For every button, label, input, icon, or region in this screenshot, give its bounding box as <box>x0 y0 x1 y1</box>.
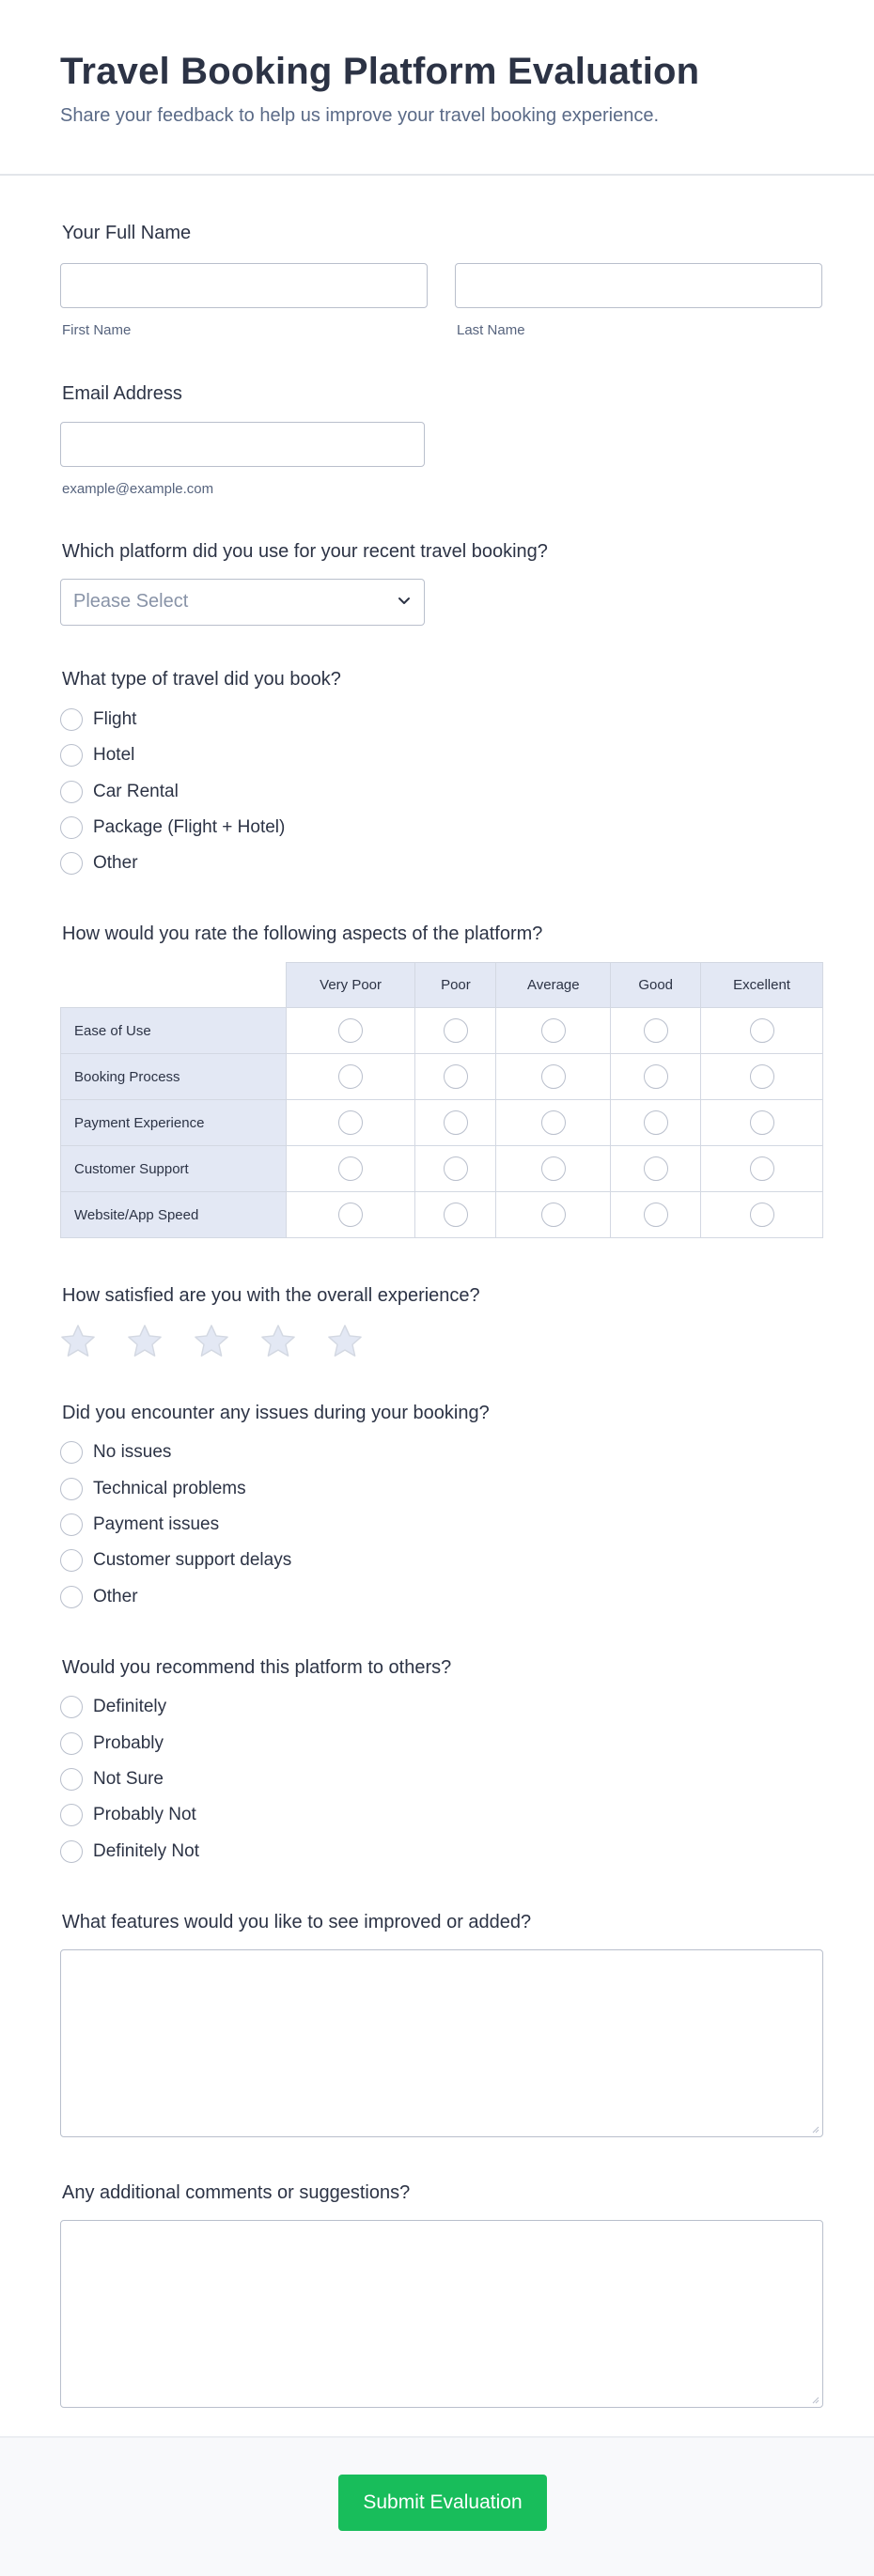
issues-option[interactable] <box>60 1475 246 1503</box>
email-sublabel: example@example.com <box>62 481 214 497</box>
resize-grip-icon[interactable] <box>810 2124 819 2134</box>
matrix-cell[interactable] <box>415 1192 496 1238</box>
matrix-column-header: Excellent <box>701 963 823 1008</box>
matrix-cell[interactable] <box>496 1008 611 1054</box>
recommend-label: Would you recommend this platform to others? <box>62 1657 452 1678</box>
radio-button[interactable] <box>444 1156 468 1181</box>
radio-button[interactable] <box>541 1018 566 1043</box>
matrix-cell[interactable] <box>701 1054 823 1100</box>
radio-button[interactable] <box>444 1064 468 1089</box>
star-icon[interactable] <box>260 1324 296 1359</box>
rating-matrix <box>60 962 823 1238</box>
radio-button[interactable] <box>750 1203 774 1227</box>
matrix-cell[interactable] <box>701 1146 823 1192</box>
option-label: Definitely Not <box>93 1841 199 1861</box>
option-label: Customer support delays <box>93 1550 292 1570</box>
radio-button[interactable] <box>60 1441 83 1464</box>
matrix-cell[interactable] <box>496 1054 611 1100</box>
radio-button[interactable] <box>444 1203 468 1227</box>
matrix-cell[interactable] <box>611 1054 701 1100</box>
satisfaction-label: How satisfied are you with the overall experience? <box>62 1285 480 1306</box>
radio-button[interactable] <box>338 1110 363 1135</box>
radio-button[interactable] <box>750 1064 774 1089</box>
matrix-cell[interactable] <box>496 1146 611 1192</box>
issues-label: Did you encounter any issues during your booking? <box>62 1403 490 1423</box>
option-label: Car Rental <box>93 782 179 801</box>
option-label: Payment issues <box>93 1514 220 1534</box>
matrix-cell[interactable] <box>611 1008 701 1054</box>
radio-button[interactable] <box>541 1156 566 1181</box>
radio-button[interactable] <box>644 1064 668 1089</box>
comments-textarea[interactable] <box>60 2220 823 2408</box>
matrix-column-header: Average <box>496 963 611 1008</box>
radio-button[interactable] <box>60 1513 83 1536</box>
matrix-cell[interactable] <box>286 1054 415 1100</box>
radio-button[interactable] <box>60 1586 83 1608</box>
chevron-down-icon <box>396 593 413 610</box>
option-label: Definitely <box>93 1697 167 1716</box>
form-subtitle: Share your feedback to help us improve your travel booking experience. <box>60 105 660 126</box>
email-label: Email Address <box>62 383 182 404</box>
first-name-input[interactable] <box>60 263 428 308</box>
star-rating <box>60 1324 363 1359</box>
matrix-row-header: Website/App Speed <box>61 1192 287 1238</box>
radio-button[interactable] <box>60 1768 83 1791</box>
radio-button[interactable] <box>541 1110 566 1135</box>
last-name-sublabel: Last Name <box>457 322 525 338</box>
recommend-option[interactable] <box>60 1801 196 1829</box>
travel-type-option[interactable] <box>60 849 138 877</box>
matrix-row <box>61 1100 823 1146</box>
first-name-sublabel: First Name <box>62 322 132 338</box>
radio-button[interactable] <box>60 1804 83 1826</box>
platform-label: Which platform did you use for your recent travel booking? <box>62 541 548 562</box>
matrix-cell[interactable] <box>415 1146 496 1192</box>
platform-select-placeholder: Please Select <box>73 591 189 612</box>
option-label: Package (Flight + Hotel) <box>93 817 286 837</box>
matrix-cell[interactable] <box>286 1008 415 1054</box>
star-icon[interactable] <box>194 1324 229 1359</box>
radio-button[interactable] <box>644 1203 668 1227</box>
matrix-cell[interactable] <box>415 1100 496 1146</box>
radio-button[interactable] <box>750 1110 774 1135</box>
email-input[interactable] <box>60 422 425 467</box>
issues-option[interactable] <box>60 1511 219 1539</box>
radio-button[interactable] <box>338 1064 363 1089</box>
recommend-option[interactable] <box>60 1693 166 1721</box>
option-label: Other <box>93 1587 138 1606</box>
star-icon[interactable] <box>60 1324 96 1359</box>
radio-button[interactable] <box>60 744 83 767</box>
radio-button[interactable] <box>60 781 83 803</box>
matrix-row <box>61 1054 823 1100</box>
travel-type-option[interactable] <box>60 741 134 769</box>
radio-button[interactable] <box>338 1018 363 1043</box>
radio-button[interactable] <box>541 1203 566 1227</box>
radio-button[interactable] <box>444 1018 468 1043</box>
matrix-column-header: Very Poor <box>286 963 415 1008</box>
radio-button[interactable] <box>444 1110 468 1135</box>
option-label: Not Sure <box>93 1769 164 1789</box>
radio-button[interactable] <box>60 1478 83 1500</box>
radio-button[interactable] <box>60 1549 83 1572</box>
recommend-option[interactable] <box>60 1730 164 1758</box>
matrix-cell[interactable] <box>415 1008 496 1054</box>
matrix-column-header: Good <box>611 963 701 1008</box>
matrix-row-header: Ease of Use <box>61 1008 287 1054</box>
star-icon[interactable] <box>127 1324 163 1359</box>
matrix-row <box>61 1192 823 1238</box>
radio-button[interactable] <box>644 1110 668 1135</box>
radio-button[interactable] <box>750 1018 774 1043</box>
features-label: What features would you like to see improved or added? <box>62 1912 532 1932</box>
form-header <box>0 0 874 176</box>
matrix-row-header: Booking Process <box>61 1054 287 1100</box>
option-label: Probably Not <box>93 1805 196 1824</box>
radio-button[interactable] <box>750 1156 774 1181</box>
resize-grip-icon[interactable] <box>810 2395 819 2404</box>
option-label: No issues <box>93 1442 172 1462</box>
matrix-cell[interactable] <box>496 1100 611 1146</box>
travel-type-option[interactable] <box>60 814 285 842</box>
form-title: Travel Booking Platform Evaluation <box>60 51 700 92</box>
radio-button[interactable] <box>60 1840 83 1863</box>
radio-button[interactable] <box>541 1064 566 1089</box>
radio-button[interactable] <box>644 1018 668 1043</box>
rating-matrix-label: How would you rate the following aspects of the platform? <box>62 923 543 944</box>
travel-type-option[interactable] <box>60 778 179 806</box>
form-footer <box>0 2436 874 2576</box>
option-label: Flight <box>93 709 137 729</box>
radio-button[interactable] <box>338 1203 363 1227</box>
matrix-cell[interactable] <box>286 1192 415 1238</box>
matrix-cell[interactable] <box>415 1054 496 1100</box>
option-label: Technical problems <box>93 1479 246 1498</box>
matrix-cell[interactable] <box>611 1146 701 1192</box>
features-textarea[interactable] <box>60 1949 823 2137</box>
submit-button[interactable]: Submit Evaluation <box>338 2475 547 2531</box>
matrix-cell[interactable] <box>611 1100 701 1146</box>
last-name-input[interactable] <box>455 263 822 308</box>
recommend-option[interactable] <box>60 1765 164 1793</box>
matrix-cell[interactable] <box>496 1192 611 1238</box>
matrix-cell[interactable] <box>611 1192 701 1238</box>
issues-option[interactable] <box>60 1438 171 1466</box>
matrix-cell[interactable] <box>701 1008 823 1054</box>
radio-button[interactable] <box>60 1732 83 1755</box>
issues-option[interactable] <box>60 1546 291 1575</box>
radio-button[interactable] <box>60 816 83 839</box>
matrix-row <box>61 1146 823 1192</box>
matrix-cell[interactable] <box>701 1100 823 1146</box>
issues-option[interactable] <box>60 1583 138 1611</box>
recommend-option[interactable] <box>60 1838 199 1866</box>
radio-button[interactable] <box>338 1156 363 1181</box>
matrix-row-header: Payment Experience <box>61 1100 287 1146</box>
matrix-cell[interactable] <box>286 1100 415 1146</box>
travel-type-option[interactable] <box>60 706 136 734</box>
matrix-row <box>61 1008 823 1054</box>
radio-button[interactable] <box>60 852 83 875</box>
matrix-cell[interactable] <box>701 1192 823 1238</box>
option-label: Other <box>93 853 138 873</box>
radio-button[interactable] <box>60 708 83 731</box>
matrix-row-header: Customer Support <box>61 1146 287 1192</box>
option-label: Probably <box>93 1733 164 1753</box>
platform-select[interactable] <box>60 579 425 626</box>
matrix-cell[interactable] <box>286 1146 415 1192</box>
full-name-label: Your Full Name <box>62 223 192 243</box>
comments-label: Any additional comments or suggestions? <box>62 2182 411 2203</box>
matrix-corner <box>61 963 287 1008</box>
radio-button[interactable] <box>60 1696 83 1718</box>
option-label: Hotel <box>93 745 135 765</box>
matrix-column-header: Poor <box>415 963 496 1008</box>
travel-type-label: What type of travel did you book? <box>62 669 341 690</box>
radio-button[interactable] <box>644 1156 668 1181</box>
star-icon[interactable] <box>327 1324 363 1359</box>
